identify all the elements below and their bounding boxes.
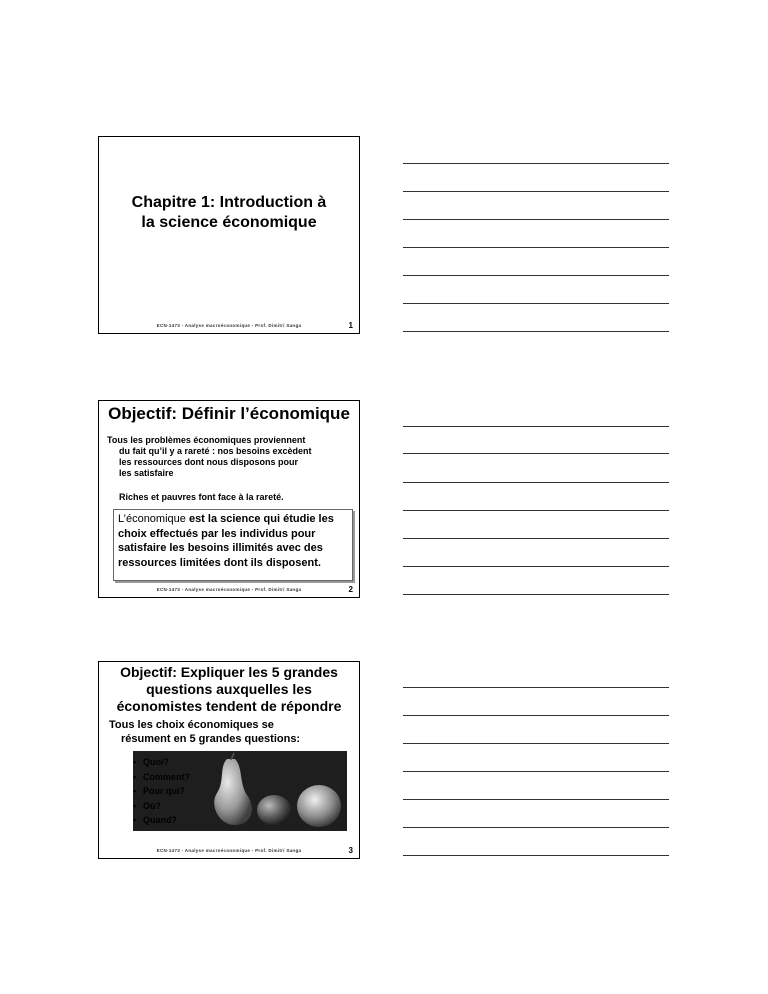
questions-list [133, 755, 190, 828]
list-item [133, 755, 190, 770]
slide-2 [98, 400, 360, 598]
note-line [403, 594, 669, 595]
intro-line: résument en 5 grandes questions: [121, 733, 301, 745]
slide-3-title-line2: questions auxquelles les [146, 681, 312, 697]
slide-footer: ECN-1473 - Analyse macroéconomique - Prof. Dimitri Sanga [156, 323, 302, 328]
intro-line: du fait qu’il y a rareté : nos besoins excèdent [119, 446, 312, 456]
note-line [403, 855, 669, 856]
bullet: • [133, 771, 137, 782]
note-line [403, 715, 669, 716]
note-line [403, 191, 669, 192]
definition-box [113, 509, 353, 581]
intro-line: les ressources dont nous disposons pour [119, 457, 299, 467]
note-line [403, 247, 669, 248]
slide-2-title: Objectif: Définir l’économique [108, 404, 350, 423]
note-line [403, 275, 669, 276]
slide-1-title-line1: Chapitre 1: Introduction à [131, 194, 327, 211]
note-line [403, 743, 669, 744]
intro-line: les satisfaire [119, 468, 174, 478]
note-line [403, 303, 669, 304]
list-item [133, 770, 190, 785]
question-text: Où? [143, 800, 161, 811]
slide-footer: ECN-1473 - Analyse macroéconomique - Prof. Dimitri Sanga [156, 848, 302, 853]
intro-line: Tous les problèmes économiques proviennent [107, 435, 306, 445]
list-item [133, 813, 190, 828]
bullet: • [133, 786, 137, 796]
note-line [403, 426, 669, 427]
slide-1-title [99, 193, 359, 233]
note-line [403, 566, 669, 567]
bullet: • [133, 815, 137, 825]
note-line [403, 771, 669, 772]
note-line [403, 219, 669, 220]
question-text: Comment? [143, 771, 190, 782]
slide-1-title-line2: la science économique [141, 214, 317, 231]
question-text: Quand? [143, 815, 177, 825]
list-item [133, 799, 190, 814]
note-line [403, 538, 669, 539]
slide-number: 2 [348, 585, 353, 594]
slide-1 [98, 136, 360, 334]
slide-number: 3 [348, 846, 353, 855]
question-text: Quoi? [143, 757, 169, 767]
note-line [403, 163, 669, 164]
definition-term: L’économique [118, 513, 186, 525]
list-item [133, 784, 190, 799]
note-line [403, 687, 669, 688]
slide-3 [98, 661, 360, 859]
slide-3-intro [109, 718, 349, 746]
question-text: Pour qui? [143, 786, 185, 796]
bullet: • [133, 757, 137, 767]
note-line [403, 799, 669, 800]
note-line [403, 482, 669, 483]
note-line [403, 827, 669, 828]
rich-poor-text: Riches et pauvres font face à la rareté. [119, 492, 284, 502]
note-line [403, 510, 669, 511]
slide-3-title [99, 664, 359, 715]
note-line [403, 453, 669, 454]
bullet: • [133, 800, 137, 811]
slide-3-title-line1: Objectif: Expliquer les 5 grandes [120, 664, 338, 680]
intro-line: Tous les choix économiques se [109, 719, 274, 731]
slide-3-title-line3: économistes tendent de répondre [116, 698, 342, 714]
definition-text: est la science qui étudie les choix effectués par les individus pour satisfaire les besoins illimités avec des ressources limitées dont ils disposent. [118, 513, 334, 569]
slide-footer: ECN-1473 - Analyse macroéconomique - Prof. Dimitri Sanga [156, 587, 302, 592]
slide-2-intro [107, 435, 347, 479]
slide-number: 1 [348, 321, 353, 330]
note-line [403, 331, 669, 332]
